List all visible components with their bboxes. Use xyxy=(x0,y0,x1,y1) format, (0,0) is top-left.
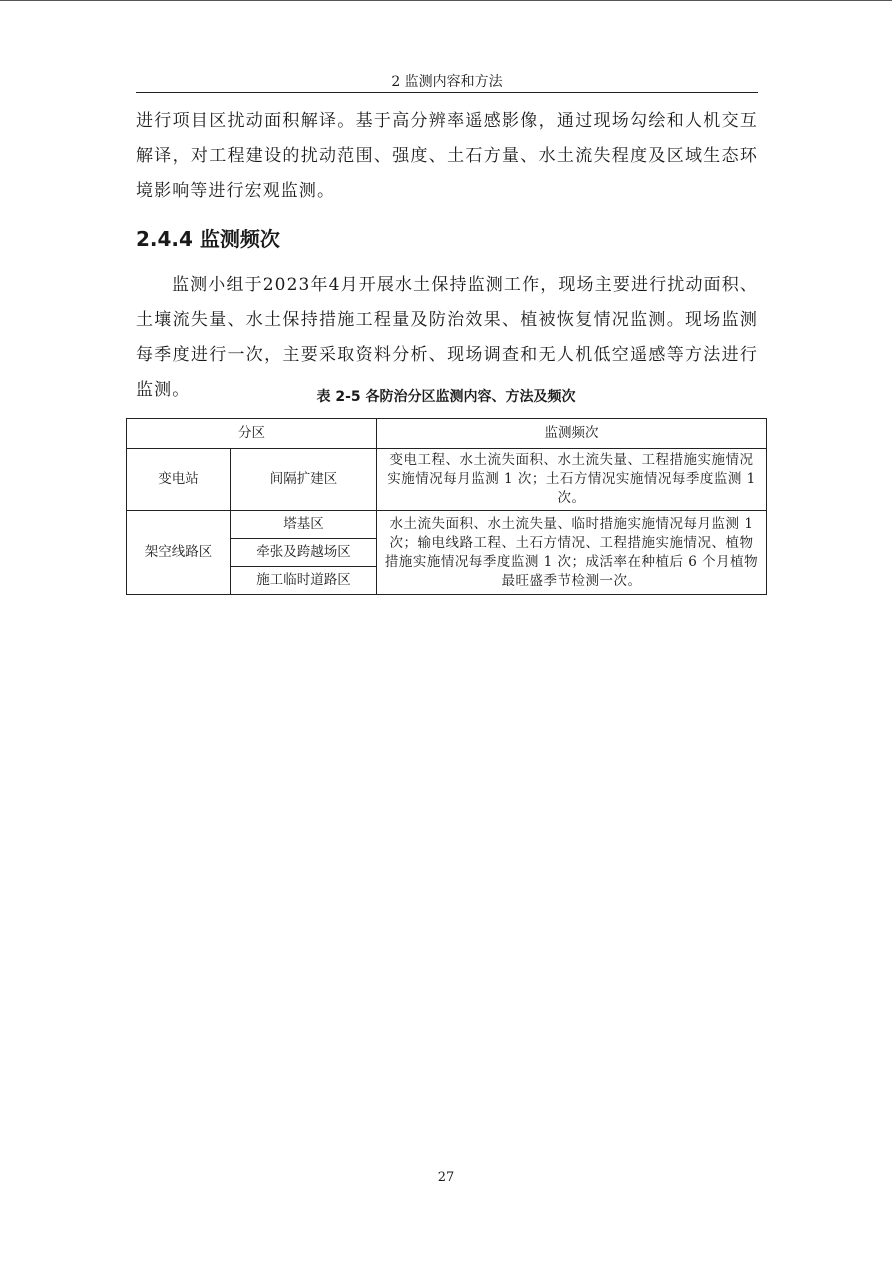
frequency-substation: 变电工程、水土流失面积、水土流失量、工程措施实施情况实施情况每月监测 1 次；土石方情况实施情况每季度监测 1 次。 xyxy=(377,449,767,511)
monitoring-table xyxy=(126,418,767,595)
subzone-temp-road: 施工临时道路区 xyxy=(231,567,377,595)
subzone-bay-expansion: 间隔扩建区 xyxy=(231,449,377,511)
running-header: 2 监测内容和方法 xyxy=(391,74,503,90)
section-heading: 2.4.4 监测频次 xyxy=(136,227,280,251)
zone-overhead-line: 架空线路区 xyxy=(127,511,231,595)
header-rule xyxy=(136,92,758,93)
intro-paragraph: 进行项目区扰动面积解译。基于高分辨率遥感影像，通过现场勾绘和人机交互解译，对工程建设的扰动范围、强度、土石方量、水土流失程度及区域生态环境影响等进行宏观监测。 xyxy=(136,111,758,201)
frequency-overhead-line: 水土流失面积、水土流失量、临时措施实施情况每月监测 1 次；输电线路工程、土石方情况、工程措施实施情况、植物措施实施情况每季度监测 1 次；成活率在种植后 6 个月植物最旺盛季节检测一次。 xyxy=(377,511,767,595)
page-number: 27 xyxy=(437,1170,455,1185)
frequency-paragraph: 监测小组于2023年4月开展水土保持监测工作，现场主要进行扰动面积、土壤流失量、水土保持措施工程量及防治效果、植被恢复情况监测。现场监测每季度进行一次，主要采取资料分析、现场调查和无人机低空遥感等方法进行监测。 xyxy=(136,275,758,400)
table-caption: 表 2-5 各防治分区监测内容、方法及频次 xyxy=(316,389,576,405)
table-row xyxy=(127,511,767,539)
subzone-tower-base: 塔基区 xyxy=(231,511,377,539)
header-zone: 分区 xyxy=(127,419,377,449)
header-frequency: 监测频次 xyxy=(377,419,767,449)
zone-substation: 变电站 xyxy=(127,449,231,511)
subzone-tension-crossing: 牵张及跨越场区 xyxy=(231,539,377,567)
table-header-row xyxy=(127,419,767,449)
page-top-border xyxy=(0,0,892,1)
table-row xyxy=(127,449,767,511)
